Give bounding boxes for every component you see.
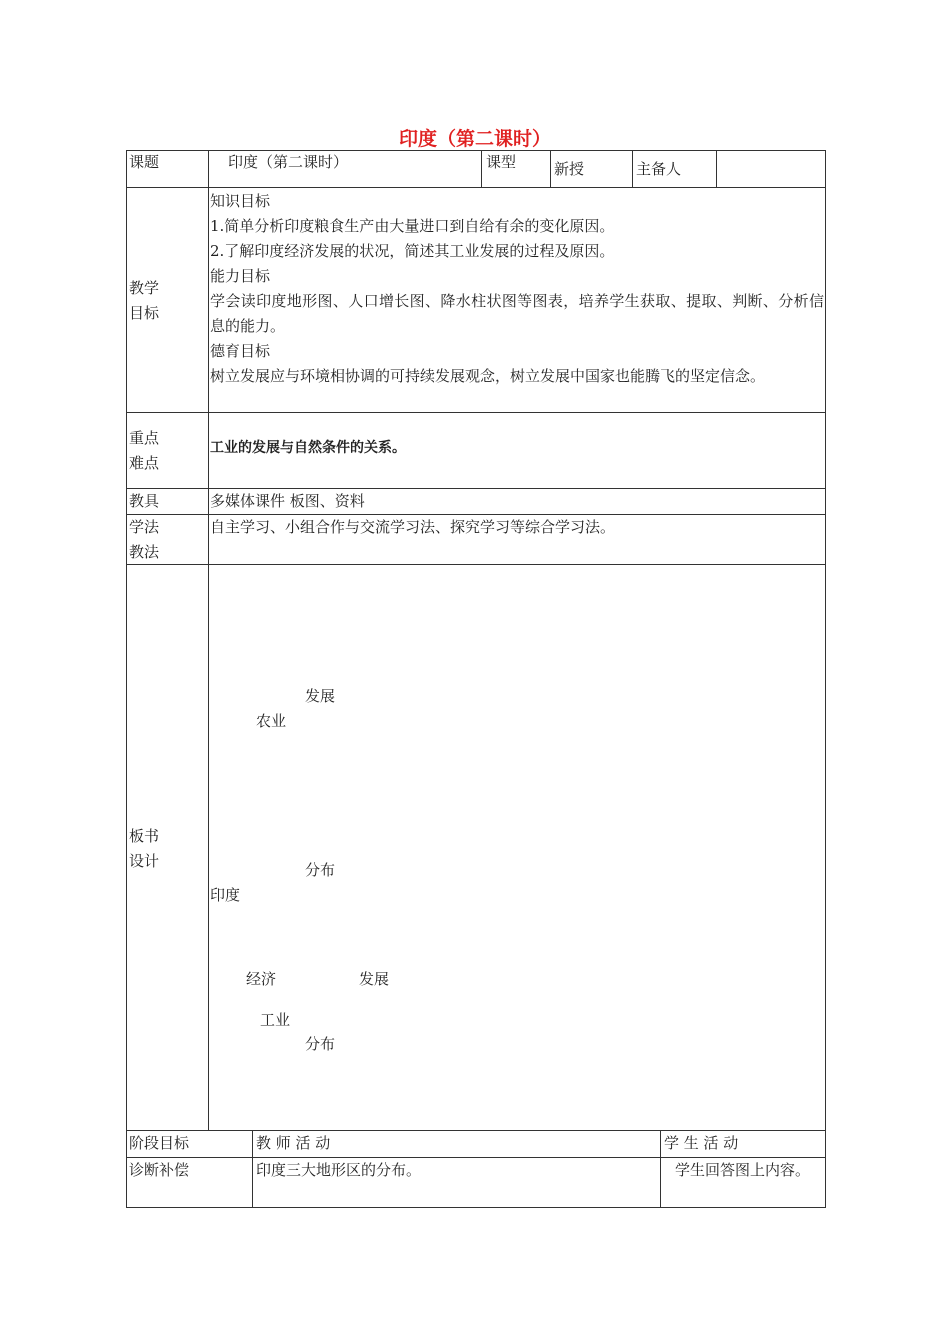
preparer-label: 主备人 <box>636 160 682 178</box>
board-design-label-line1: 板书 <box>129 827 160 845</box>
row-divider <box>126 187 826 188</box>
ability-text: 学会读印度地形图、人口增长图、降水柱状图等图表，培养学生获取、提取、判断、分析信息的能力。 <box>210 292 824 335</box>
topic-label: 课题 <box>129 153 160 171</box>
teacher-activity-cell: 印度三大地形区的分布。 <box>256 1161 422 1179</box>
column-divider <box>632 150 633 187</box>
row-divider <box>126 412 826 413</box>
objectives-label-line2: 目标 <box>129 304 160 322</box>
column-divider <box>481 150 482 187</box>
row-divider <box>126 564 826 565</box>
methods-label-line2: 教法 <box>129 543 160 561</box>
objectives-label-line1: 教学 <box>129 279 160 297</box>
stage-header: 阶段目标 <box>129 1134 190 1152</box>
stage-cell: 诊断补偿 <box>129 1161 190 1179</box>
board-economy: 经济 <box>246 970 277 988</box>
board-distribution-1: 分布 <box>305 861 336 879</box>
board-development-2: 发展 <box>359 970 390 988</box>
column-divider <box>252 1130 253 1208</box>
column-divider <box>550 150 551 187</box>
teaching-aids-label: 教具 <box>129 492 160 510</box>
page-title: 印度（第二课时） <box>398 128 551 150</box>
knowledge-heading: 知识目标 <box>210 192 271 210</box>
moral-heading: 德育目标 <box>210 342 271 360</box>
key-points-text: 工业的发展与自然条件的关系。 <box>210 440 406 456</box>
key-points-label-line2: 难点 <box>129 454 160 472</box>
ability-heading: 能力目标 <box>210 267 271 285</box>
column-divider <box>208 150 209 1130</box>
board-india: 印度 <box>210 886 241 904</box>
methods-text: 自主学习、小组合作与交流学习法、探究学习等综合学习法。 <box>210 518 616 536</box>
column-divider <box>716 150 717 187</box>
lesson-type-value: 新授 <box>554 160 585 178</box>
board-distribution-2: 分布 <box>305 1035 336 1053</box>
board-design-label-line2: 设计 <box>129 852 160 870</box>
topic-value: 印度（第二课时） <box>228 153 349 171</box>
column-divider <box>660 1130 661 1208</box>
board-development-1: 发展 <box>305 687 336 705</box>
board-industry: 工业 <box>260 1011 291 1029</box>
lesson-type-label: 课型 <box>486 153 517 171</box>
key-points-label-line1: 重点 <box>129 429 160 447</box>
moral-text: 树立发展应与环境相协调的可持续发展观念，树立发展中国家也能腾飞的坚定信念。 <box>210 367 766 385</box>
board-agriculture: 农业 <box>256 712 287 730</box>
knowledge-item-2: 2.了解印度经济发展的状况，简述其工业发展的过程及原因。 <box>210 242 615 260</box>
knowledge-item-1: 1.简单分析印度粮食生产由大量进口到自给有余的变化原因。 <box>210 217 615 235</box>
student-activity-header: 学 生 活 动 <box>664 1134 739 1152</box>
teaching-aids-text: 多媒体课件 板图、资料 <box>210 492 365 510</box>
methods-label-line1: 学法 <box>129 518 160 536</box>
student-activity-cell: 学生回答图上内容。 <box>675 1161 811 1179</box>
teacher-activity-header: 教 师 活 动 <box>256 1134 331 1152</box>
